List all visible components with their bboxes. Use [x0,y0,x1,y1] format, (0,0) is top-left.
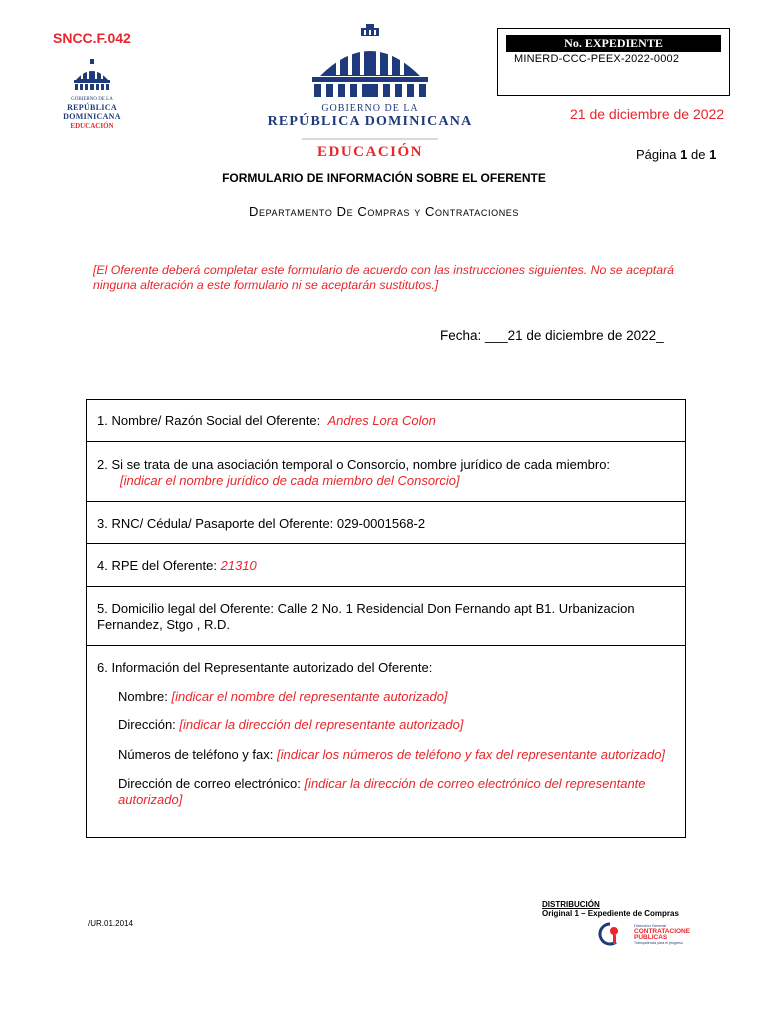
page-of: de [690,147,706,162]
cp-logo-line3: PÚBLICAS [634,934,668,941]
rep-direccion-value: [indicar la dirección del representante autorizado] [179,717,464,732]
cp-logo-line2: CONTRATACIONES [634,928,690,935]
field-rnc [87,502,686,544]
field-nombre-label: 1. Nombre/ Razón Social del Oferente: [97,413,321,428]
rep-telefono [97,747,675,763]
page-indicator [636,147,716,162]
field-rpe-value: 21310 [220,558,257,573]
table-row [87,587,686,646]
expediente-box [497,28,730,96]
table-row [87,502,686,544]
page-label: Página [636,147,677,162]
table-row [87,646,686,838]
field-representante [87,646,686,838]
table-row [87,544,686,587]
department-name: Departamento De Compras y Contrataciones [248,204,520,219]
field-consorcio-value: [indicar el nombre jurídico de cada miembro del Consorcio] [120,473,460,488]
rep-correo [97,776,675,808]
small-ministry-logo [46,58,138,131]
field-nombre-value: Andres Lora Colon [327,413,436,428]
oferente-info-table [86,399,686,838]
small-logo-line3: EDUCACIÓN [70,122,114,130]
field-domicilio-label: 5. Domicilio legal del Oferente: [97,601,275,616]
rep-nombre-label: Nombre: [118,689,168,704]
field-rpe [87,544,686,587]
field-domicilio [87,587,686,646]
cp-logo-line1: Dirección General [634,923,667,928]
field-representante-label: 6. Información del Representante autorizado del Oferente: [97,660,433,675]
distribucion-text: Original 1 – Expediente de Compras [542,909,679,918]
field-rpe-label: 4. RPE del Oferente: [97,558,217,573]
field-nombre [87,400,686,442]
field-domicilio-text [74,601,675,633]
fecha-line [440,328,664,343]
field-domicilio-value: Calle 2 No. 1 Residencial Don Fernando apt B1. Urbanizacion Fernandez, Stgo , R.D. [97,601,635,632]
dome-icon [62,58,122,92]
rep-correo-value: [indicar la dirección de correo electrónico del representante autorizado] [118,776,646,807]
instructions: [El Oferente deberá completar este formulario de acuerdo con las instrucciones siguientes. No se aceptará ninguna alteración a este formulario ni se aceptarán sustitutos.] [93,263,674,292]
rep-telefono-value: [indicar los números de teléfono y fax del representante autorizado] [276,747,666,762]
contrataciones-publicas-logo [598,920,690,948]
page-current: 1 [680,147,688,162]
form-code: SNCC.F.042 [53,30,131,46]
table-row [87,400,686,442]
page-total: 1 [709,147,717,162]
distribucion-title: DISTRIBUCIÓN [542,900,600,909]
rep-nombre-value: [indicar el nombre del representante autorizado] [171,689,448,704]
header-date: 21 de diciembre de 2022 [570,106,725,122]
ur-code: /UR.01.2014 [88,919,133,928]
rep-nombre [97,689,675,705]
expediente-label: No. EXPEDIENTE [506,35,721,52]
big-logo-line1: GOBIERNO DE LA [321,103,419,114]
field-consorcio-label: 2. Si se trata de una asociación temporal o Consorcio, nombre jurídico de cada miembro: [97,457,611,472]
ministry-logo [264,24,476,161]
rep-correo-label: Dirección de correo electrónico: [118,776,301,791]
form-title: FORMULARIO DE INFORMACIÓN SOBRE EL OFERENTE [222,171,546,185]
rep-direccion-label: Dirección: [118,717,176,732]
fecha-value: ___21 de diciembre de 2022_ [485,328,664,343]
field-rnc-value: 029-0001568-2 [336,516,426,531]
distribucion [542,900,679,918]
rep-telefono-label: Números de teléfono y fax: [118,747,274,762]
small-logo-line2: REPÚBLICA DOMINICANA [63,103,121,121]
big-logo-line2: REPÚBLICA DOMINICANA [267,114,473,129]
field-rnc-label: 3. RNC/ Cédula/ Pasaporte del Oferente: [97,516,334,531]
rep-direccion [97,717,675,733]
cp-emblem-icon [598,920,690,948]
big-logo-line3: EDUCACIÓN [316,144,423,160]
dome-icon [306,24,434,98]
logo-divider [302,138,438,140]
expediente-number: MINERD-CCC-PEEX-2022-0002 [514,53,680,65]
cp-logo-line4: Transparencia para el progreso [634,941,683,945]
fecha-label: Fecha: [440,328,482,343]
small-logo-line1: GOBIERNO DE LA [71,97,113,102]
table-row [87,442,686,502]
field-consorcio [87,442,686,502]
